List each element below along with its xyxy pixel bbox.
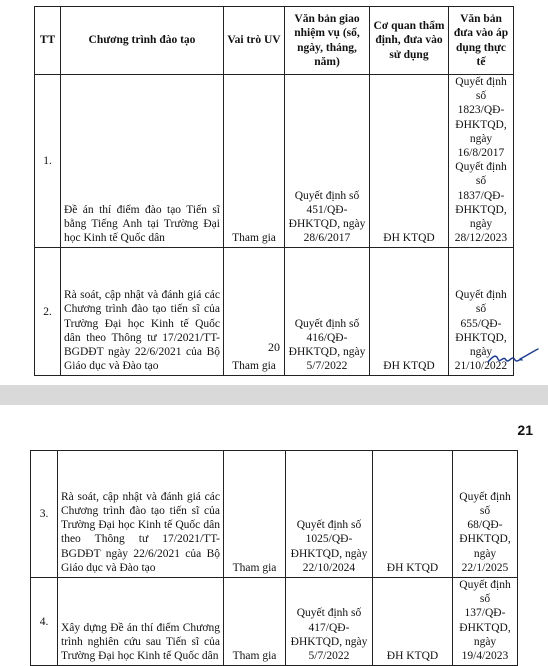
signature-icon	[484, 344, 540, 370]
row-program: Xây dựng Đề án thí điểm Chương trình nghiên cứu sau Tiến sĩ của Trường Đại học Kinh tế Quốc dân	[58, 578, 224, 666]
row-program: Rà soát, cập nhật và đánh giá các Chương trình đào tạo tiến sĩ của Trường Đại học Kinh tế Quốc dân theo Thông tư 17/2021/TT-BGDĐT ngày 22/6/2021 của Bộ Giáo dục và Đào tạo	[61, 248, 224, 376]
row-apply-doc: Quyết định số 1823/QĐ- ĐHKTQD, ngày 16/8/2017 Quyết định số 1837/QĐ- ĐHKTQD, ngày 28/12/2023	[449, 75, 514, 248]
header-apply-doc: Văn bản đưa vào áp dụng thực tế	[449, 7, 514, 75]
row-assign-doc: Quyết định số 1025/QĐ- ĐHKTQD, ngày 22/10/2024	[286, 451, 373, 578]
row-apply-doc: Quyết định số 68/QĐ- ĐHKTQD, ngày 22/1/2025	[453, 451, 518, 578]
row-program: Đề án thí điểm đào tạo Tiến sĩ bằng Tiếng Anh tại Trường Đại học Kinh tế Quốc dân	[61, 75, 224, 248]
row-agency: ĐH KTQD	[373, 451, 453, 578]
row-role: Tham gia	[224, 578, 286, 666]
row-apply-doc: Quyết định số 655/QĐ- ĐHKTQD, ngày 21/10/2022	[449, 248, 514, 376]
table-row	[35, 75, 514, 248]
page-separator	[0, 385, 548, 405]
page-number: 20	[268, 340, 280, 354]
row-apply-doc: Quyết định số 137/QĐ- ĐHKTQD, ngày 19/4/2023	[453, 578, 518, 666]
header-tt: TT	[35, 7, 61, 75]
page-21	[0, 405, 548, 663]
row-assign-doc: Quyết định số 416/QĐ- ĐHKTQD, ngày 5/7/2022	[285, 248, 370, 376]
row-role: Tham gia	[224, 451, 286, 578]
training-programs-table-p21	[30, 450, 518, 666]
row-agency: ĐH KTQD	[370, 75, 449, 248]
page-number: 21	[517, 422, 533, 438]
table-header-row	[35, 7, 514, 75]
training-programs-table-p20	[34, 6, 514, 376]
row-agency: ĐH KTQD	[370, 248, 449, 376]
table-row	[31, 451, 518, 578]
row-tt: 2.	[35, 248, 61, 376]
header-program: Chương trình đào tạo	[61, 7, 224, 75]
table-row	[35, 248, 514, 376]
row-program: Rà soát, cập nhật và đánh giá các Chương trình đào tạo tiến sĩ của Trường Đại học Kinh tế Quốc dân theo Thông tư 17/2021/TT-BGDĐT ngày 22/6/2021 của Bộ Giáo dục và Đào tạo	[58, 451, 224, 578]
table-row	[31, 578, 518, 666]
row-assign-doc: Quyết định số 417/QĐ- ĐHKTQD, ngày 5/7/2022	[286, 578, 373, 666]
row-tt: 1.	[35, 75, 61, 248]
row-tt: 4.	[31, 578, 58, 666]
row-tt: 3.	[31, 451, 58, 578]
header-role: Vai trò UV	[224, 7, 285, 75]
row-role: Tham gia	[224, 248, 285, 376]
header-assign-doc: Văn bản giao nhiệm vụ (số, ngày, tháng, năm)	[285, 7, 370, 75]
row-assign-doc: Quyết định số 451/QĐ- ĐHKTQD, ngày 28/6/2017	[285, 75, 370, 248]
row-agency: ĐH KTQD	[373, 578, 453, 666]
header-agency: Cơ quan thẩm định, đưa vào sử dụng	[370, 7, 449, 75]
row-role: Tham gia	[224, 75, 285, 248]
